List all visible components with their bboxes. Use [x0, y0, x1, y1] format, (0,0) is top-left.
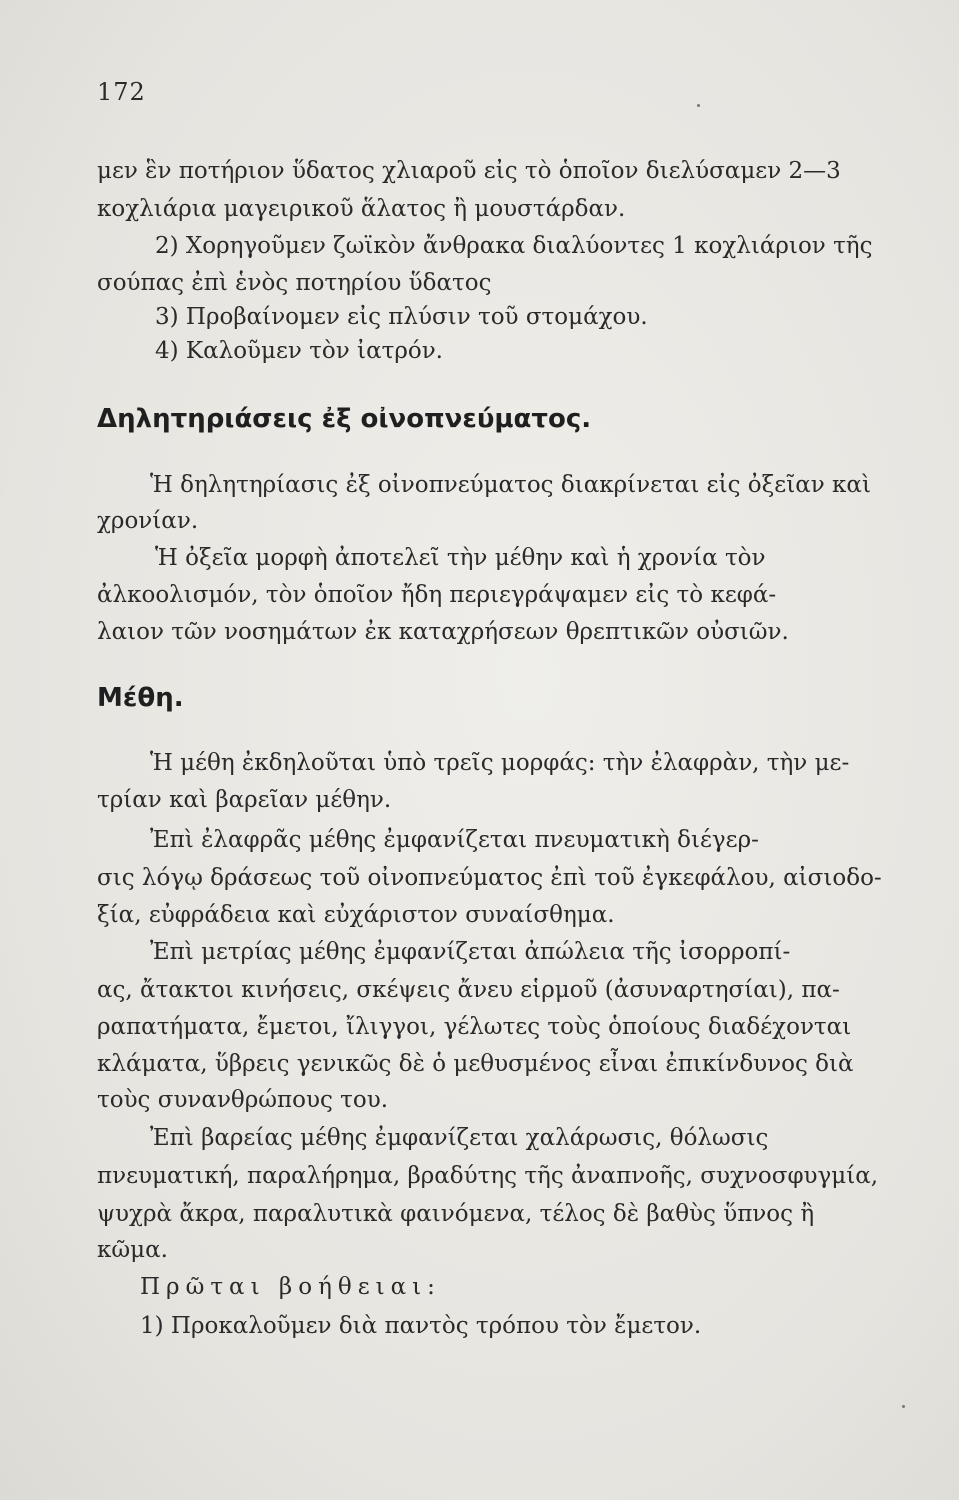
section2-p4-line-3: ψυχρὰ ἄκρα, παραλυτικὰ φαινόμενα, τέλος δὲ βαθὺς ὕπνος ἢ — [97, 1201, 815, 1227]
section1-p1-line-2: χρονίαν. — [97, 508, 199, 534]
section2-p1-line-1: Ἡ μέθη ἐκδηλοῦται ὑπὸ τρεῖς μορφάς: τὴν ἐλαφρὰν, τὴν με- — [150, 750, 850, 776]
list-item-4: 4) Καλοῦμεν τὸν ἰατρόν. — [155, 338, 443, 364]
section2-p3-line-2: ας, ἄτακτοι κινήσεις, σκέψεις ἄνευ εἱρμοῦ (ἀσυναρτησίαι), πα- — [97, 977, 840, 1003]
list-item-2-line-2: σούπας ἐπὶ ἑνὸς ποτηρίου ὕδατος — [97, 270, 492, 296]
section2-p3-line-4: κλάματα, ὕβρεις γενικῶς δὲ ὁ μεθυσμένος εἶναι ἐπικίνδυνος διὰ — [97, 1051, 854, 1077]
section2-p1-line-2: τρίαν καὶ βαρεῖαν μέθην. — [97, 787, 392, 813]
section2-p4-line-2: πνευματική, παραλήρημα, βραδύτης τῆς ἀναπνοῆς, συχνοσφυγμία, — [97, 1163, 879, 1189]
speck-mark — [902, 1405, 905, 1408]
section1-p2-line-3: λαιον τῶν νοσημάτων ἐκ καταχρήσεων θρεπτικῶν οὐσιῶν. — [97, 619, 789, 645]
section2-p2-line-1: Ἐπὶ ἐλαφρᾶς μέθης ἐμφανίζεται πνευματικὴ διέγερ- — [150, 827, 759, 853]
section1-p1-line-1: Ἡ δηλητηρίασις ἐξ οἰνοπνεύματος διακρίνεται εἰς ὀξεῖαν καὶ — [150, 472, 871, 498]
section2-p2-line-3: ξία, εὐφράδεια καὶ εὐχάριστον συναίσθημα. — [97, 902, 615, 928]
intro-line-1: μεν ἓν ποτήριον ὕδατος χλιαροῦ εἰς τὸ ὁποῖον διελύσαμεν 2—3 — [97, 158, 841, 184]
section1-p2-line-1: Ἡ ὀξεῖα μορφὴ ἀποτελεῖ τὴν μέθην καὶ ἡ χρονία τὸν — [155, 545, 766, 571]
section2-p3-line-5: τοὺς συνανθρώπους του. — [97, 1087, 389, 1113]
section2-p2-line-2: σις λόγῳ δράσεως τοῦ οἰνοπνεύματος ἐπὶ τοῦ ἐγκεφάλου, αἰσιοδο- — [97, 865, 882, 891]
page-number: 172 — [97, 78, 146, 106]
section-heading-drunkenness: Μέθη. — [97, 683, 184, 713]
first-aid-item-1: 1) Προκαλοῦμεν διὰ παντὸς τρόπου τὸν ἔμετον. — [140, 1313, 702, 1339]
section2-p3-line-3: ραπατήματα, ἔμετοι, ἴλιγγοι, γέλωτες τοὺς ὁποίους διαδέχονται — [97, 1014, 852, 1040]
first-aid-title: Πρῶται βοήθειαι: — [140, 1274, 441, 1300]
section2-p4-line-1: Ἐπὶ βαρείας μέθης ἐμφανίζεται χαλάρωσις, θόλωσις — [150, 1125, 769, 1151]
intro-line-2: κοχλιάρια μαγειρικοῦ ἅλατος ἢ μουστάρδαν. — [97, 196, 626, 222]
list-item-3: 3) Προβαίνομεν εἰς πλύσιν τοῦ στομάχου. — [155, 304, 648, 330]
section1-p2-line-2: ἀλκοολισμόν, τὸν ὁποῖον ἤδη περιεγράψαμεν εἰς τὸ κεφά- — [97, 582, 777, 608]
speck-mark — [697, 104, 700, 107]
section-heading-alcohol-poisoning: Δηλητηριάσεις ἐξ οἰνοπνεύματος. — [97, 404, 592, 434]
section2-p4-line-4: κῶμα. — [97, 1237, 168, 1263]
list-item-2-line-1: 2) Χορηγοῦμεν ζωϊκὸν ἄνθρακα διαλύοντες 1 κοχλιάριον τῆς — [155, 233, 873, 259]
section2-p3-line-1: Ἐπὶ μετρίας μέθης ἐμφανίζεται ἀπώλεια τῆς ἰσορροπί- — [150, 939, 791, 965]
